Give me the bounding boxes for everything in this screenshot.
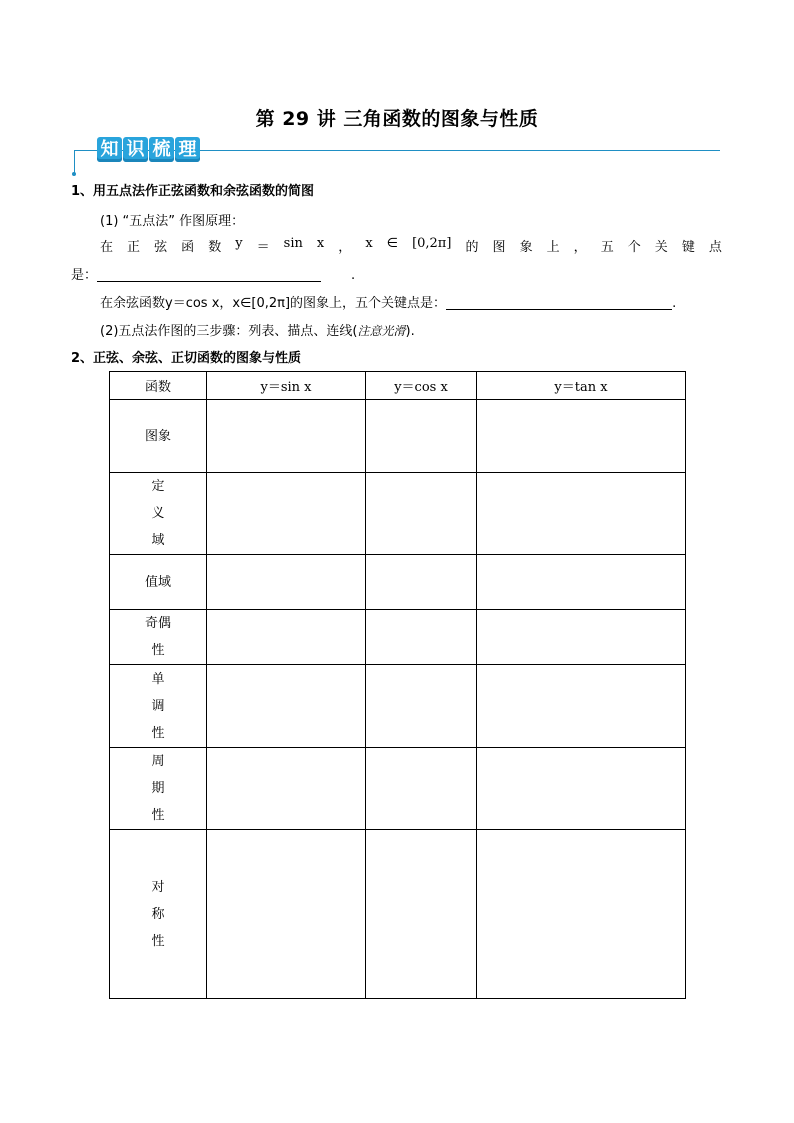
table-cell[interactable] — [366, 665, 477, 748]
sin-keypoints-line — [100, 236, 722, 255]
table-cell[interactable] — [366, 610, 477, 665]
banner-char: 理 — [175, 137, 200, 162]
sin-period: . — [351, 268, 356, 283]
table-cell[interactable] — [366, 400, 477, 473]
sin-line-token: sin — [283, 236, 303, 251]
row-label-text: 称 — [151, 906, 165, 922]
row-label-text: 调 — [151, 698, 165, 714]
sin-line-token: 五 — [600, 240, 614, 255]
cos-keypoints-blank[interactable] — [446, 295, 672, 310]
row-label-text: 期 — [151, 781, 165, 796]
sin-line-token: 数 — [208, 240, 222, 255]
sin-line-token: 上 — [546, 240, 560, 255]
sub2-text-line — [100, 320, 415, 339]
page-title: 第 29 讲 三角函数的图象与性质 — [255, 108, 539, 130]
sin-keypoints-blank[interactable] — [97, 267, 321, 282]
cos-keypoints-text: 在余弦函数y＝cos x，x∈[0,2π]的图象上，五个关键点是： — [100, 296, 447, 311]
table-cell[interactable] — [207, 830, 366, 999]
header-cell-tan: y＝tan x — [477, 372, 686, 400]
table-cell[interactable] — [207, 748, 366, 830]
banner-char: 知 — [97, 137, 122, 162]
banner-char: 梳 — [149, 137, 174, 162]
row-label-parity — [110, 610, 207, 665]
header-cell-cos: y＝cos x — [366, 372, 477, 400]
table-cell[interactable] — [366, 473, 477, 555]
sub2-end: ). — [405, 324, 415, 339]
sin-line-token: ＝ — [256, 240, 270, 255]
table-cell[interactable] — [477, 610, 686, 665]
row-label-text: 性 — [151, 933, 165, 949]
section2-heading: 2、正弦、余弦、正切函数的图象与性质 — [71, 351, 302, 366]
table-cell[interactable] — [207, 400, 366, 473]
row-label-text: 性 — [151, 808, 165, 823]
sin-line-token: x — [316, 236, 325, 251]
table-row — [110, 610, 686, 665]
table-header-row — [110, 372, 686, 400]
row-label-text: 域 — [151, 533, 165, 548]
table-cell[interactable] — [477, 748, 686, 830]
table-cell[interactable] — [207, 473, 366, 555]
properties-table — [109, 371, 686, 999]
sin-keypoints-end: 是： — [71, 268, 98, 283]
row-label-text: 义 — [151, 506, 165, 521]
table-cell[interactable] — [366, 830, 477, 999]
sin-line-token: 在 — [100, 240, 114, 255]
row-label-text: 定 — [151, 479, 165, 494]
table-cell[interactable] — [366, 555, 477, 610]
sin-line-token: 正 — [127, 240, 141, 255]
table-row — [110, 748, 686, 830]
row-label-text: 周 — [151, 754, 165, 769]
header-cell-function: 函数 — [110, 372, 207, 400]
sin-line-token: 弦 — [154, 240, 168, 255]
table-row — [110, 830, 686, 999]
row-label-graph — [110, 400, 207, 473]
table-cell[interactable] — [477, 665, 686, 748]
sub2-text: (2)五点法作图的三步骤：列表、描点、连线( — [100, 324, 358, 339]
sin-line-token: [0,2π] — [412, 236, 452, 251]
sin-line-token: ， — [573, 240, 587, 255]
section-banner-tick — [74, 150, 75, 174]
header-cell-sin: y＝sin x — [207, 372, 366, 400]
row-label-text: 性 — [151, 725, 165, 741]
sin-line-token: 图 — [492, 240, 506, 255]
sin-line-token: 的 — [465, 240, 479, 255]
row-label-range — [110, 555, 207, 610]
sin-line-token: x — [365, 236, 373, 251]
sub1-text: (1) “五点法” 作图原理： — [100, 214, 245, 229]
row-label-domain — [110, 473, 207, 555]
table-cell[interactable] — [207, 665, 366, 748]
sin-line-token: 函 — [181, 240, 195, 255]
table-cell[interactable] — [207, 610, 366, 665]
row-label-monotonicity — [110, 665, 207, 748]
sin-line-token: 个 — [627, 240, 641, 255]
table-row — [110, 400, 686, 473]
row-label-text: 奇偶 — [144, 616, 171, 631]
sin-line-token: 键 — [681, 240, 695, 255]
row-label-text: 值域 — [144, 574, 171, 590]
cos-keypoints-line — [100, 292, 676, 311]
row-label-text: 性 — [151, 643, 165, 658]
section1-heading: 1、用五点法作正弦函数和余弦函数的简图 — [71, 184, 315, 199]
banner-char: 识 — [123, 137, 148, 162]
table-cell[interactable] — [477, 473, 686, 555]
cos-period: . — [672, 296, 677, 311]
sin-line-token: ， — [338, 240, 352, 255]
sin-line-token: ∈ — [386, 236, 399, 251]
table-row — [110, 665, 686, 748]
sin-line-token: 象 — [519, 240, 533, 255]
sin-line-token: 关 — [654, 240, 668, 255]
table-cell[interactable] — [477, 555, 686, 610]
sub2-note: 注意光滑 — [357, 324, 406, 338]
section-banner-dot — [72, 172, 76, 176]
row-label-text: 图象 — [144, 428, 171, 444]
sin-line-token: y — [235, 236, 243, 251]
table-row — [110, 555, 686, 610]
sin-line-token: 点 — [708, 240, 722, 255]
table-cell[interactable] — [207, 555, 366, 610]
section-banner-label — [97, 137, 200, 162]
sin-keypoints-answer-line — [71, 264, 355, 283]
table-cell[interactable] — [366, 748, 477, 830]
row-label-periodicity — [110, 748, 207, 830]
row-label-text: 对 — [151, 879, 165, 895]
row-label-symmetry — [110, 830, 207, 999]
table-cell[interactable] — [477, 830, 686, 999]
table-cell[interactable] — [477, 400, 686, 473]
row-label-text: 单 — [151, 671, 165, 687]
table-row — [110, 473, 686, 555]
